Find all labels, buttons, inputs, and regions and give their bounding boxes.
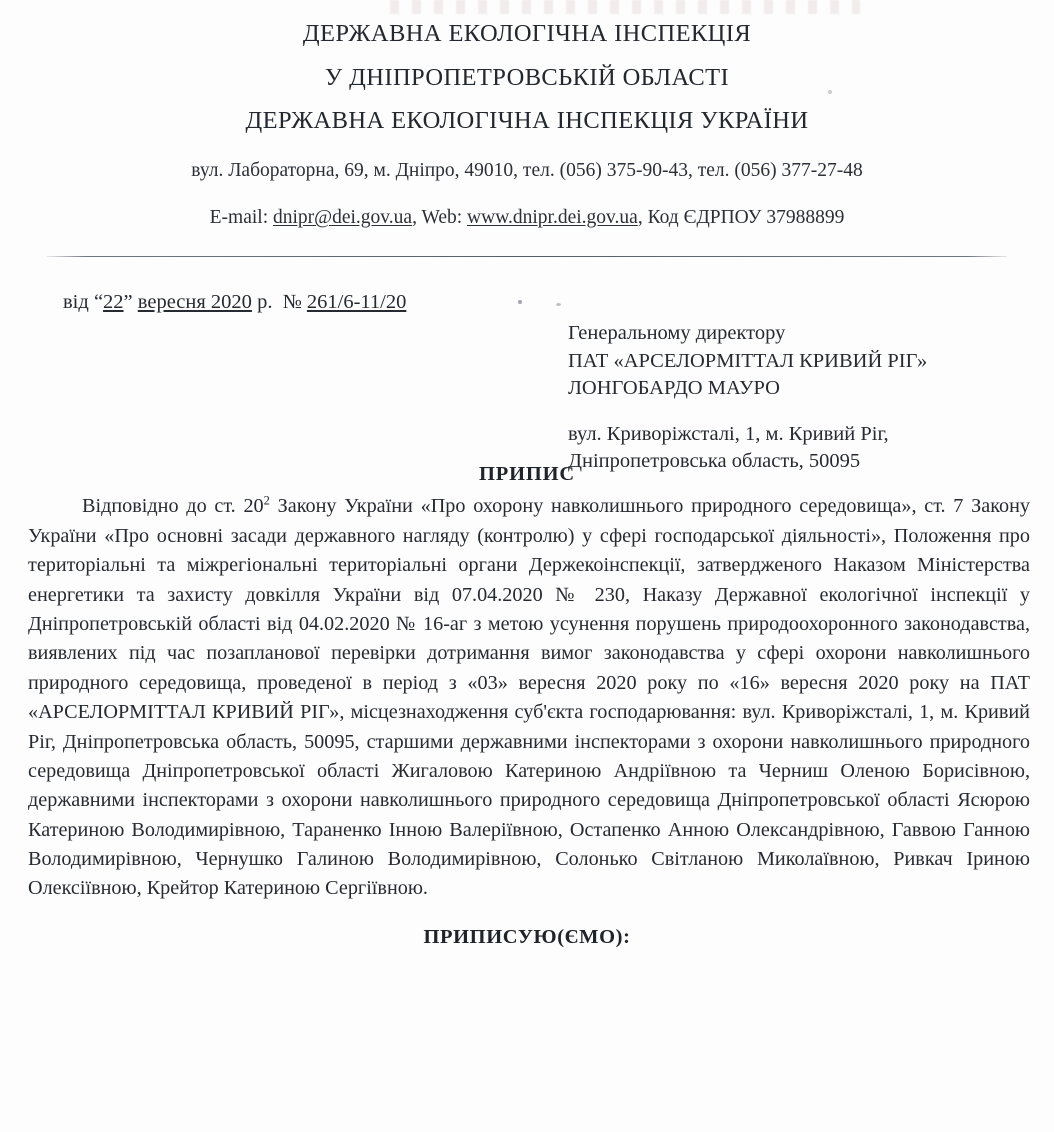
addressee-person: ЛОНГОБАРДО МАУРО <box>568 376 780 399</box>
document-body-paragraph <box>28 492 1030 903</box>
date-month-year: вересня 2020 <box>137 291 252 314</box>
email-label: E-mail: <box>209 206 269 228</box>
date-prefix: від <box>63 291 89 314</box>
article-superscript: 2 <box>263 493 270 508</box>
addressee-position: Генеральному директору <box>568 322 786 345</box>
prescription-heading: ПРИПИСУЮ(ЄМО): <box>423 925 631 948</box>
website-link[interactable]: www.dnipr.dei.gov.ua <box>467 206 638 228</box>
letterhead-divider <box>47 256 1007 257</box>
organization-name-line-3: ДЕРЖАВНА ЕКОЛОГІЧНА ІНСПЕКЦІЯ УКРАЇНИ <box>245 107 809 134</box>
comma-separator: , <box>412 206 417 228</box>
number-symbol: № <box>282 291 302 314</box>
edrpou-label: Код ЄДРПОУ <box>647 206 762 228</box>
date-year-suffix: р. <box>257 291 273 314</box>
document-meta <box>0 291 1054 473</box>
document-number: 261/6-11/20 <box>306 291 407 314</box>
addressee-block <box>568 320 927 475</box>
web-label: Web: <box>421 206 463 228</box>
addressee-address-line-2: Дніпропетровська область, 50095 <box>568 450 861 473</box>
email-link[interactable]: dnipr@dei.gov.ua <box>272 206 413 228</box>
contact-line <box>0 207 1054 228</box>
organization-name-line-2: У ДНІПРОПЕТРОВСЬКІЙ ОБЛАСТІ <box>324 63 730 91</box>
addressee-address-line-1: вул. Криворіжсталі, 1, м. Кривий Ріг, <box>568 423 889 446</box>
body-text-part-2: Закону України «Про охорону навколишнього природного середовища», ст. 7 Закону України «Про основні засади державного нагляду (контролю) у сфері господарської діяльності», Положення про територіальні та міжрегіональні територіальні органи Держекоінспекції, затвердженого Наказом Міністерства енергетики та захисту довкілля України від 07.04.2020 № 230, Наказу Державної екологічної інспекції у Дніпропетровській області від 04.02.2020 № 16-аг з метою усунення порушень природоохоронного законодавства, виявлених під час позапланової перевірки дотримання вимог законодавства у сфері охорони навколишнього природного середовища, проведеної в період з «03» вересня 2020 року по «16» вересня 2020 року на ПАТ «АРСЕЛОРМІТТАЛ КРИВИЙ РІГ», місцезнаходження суб'єкта господарювання: вул. Криворіжсталі, 1, м. Кривий Ріг, Дніпропетровська область, 50095, старшими державними інспекторами з охорони навколишнього природного середовища Дніпропетровської області Жигаловою Катериною Андріївною та Черниш Оленою Борисівною, державними інспекторами з охорони навколишнього природного середовища Дніпропетровської області Ясюрою Катериною Володимирівною, Тараненко Інною Валеріївною, Остапенко Анною Олександрівною, Гаввою Ганною Володимирівною, Чернушко Галиною Володимирівною, Солонько Світланою Миколаївною, Ривкач Іриною Олексіївною, Крейтор Катериною Сергіївною. <box>28 495 1030 900</box>
date-day: 22 <box>103 291 124 314</box>
organization-name-line-1: ДЕРЖАВНА ЕКОЛОГІЧНА ІНСПЕКЦІЯ <box>302 20 752 47</box>
body-text-part-1: Відповідно до ст. 20 <box>82 495 264 518</box>
date-quote-open: “ <box>93 291 104 314</box>
letterhead <box>0 0 1054 257</box>
address-line: вул. Лабораторна, 69, м. Дніпро, 49010, тел. (056) 375-90-43, тел. (056) 377-27-48 <box>191 159 863 181</box>
document-reference <box>63 291 406 314</box>
document-title: ПРИПИС <box>479 463 575 486</box>
addressee-spacer <box>568 402 927 421</box>
comma-separator: , <box>637 206 643 228</box>
addressee-company: ПАТ «АРСЕЛОРМІТТАЛ КРИВИЙ РІГ» <box>568 349 928 372</box>
edrpou-value: 37988899 <box>766 206 845 228</box>
date-quote-close: ” <box>123 291 133 314</box>
